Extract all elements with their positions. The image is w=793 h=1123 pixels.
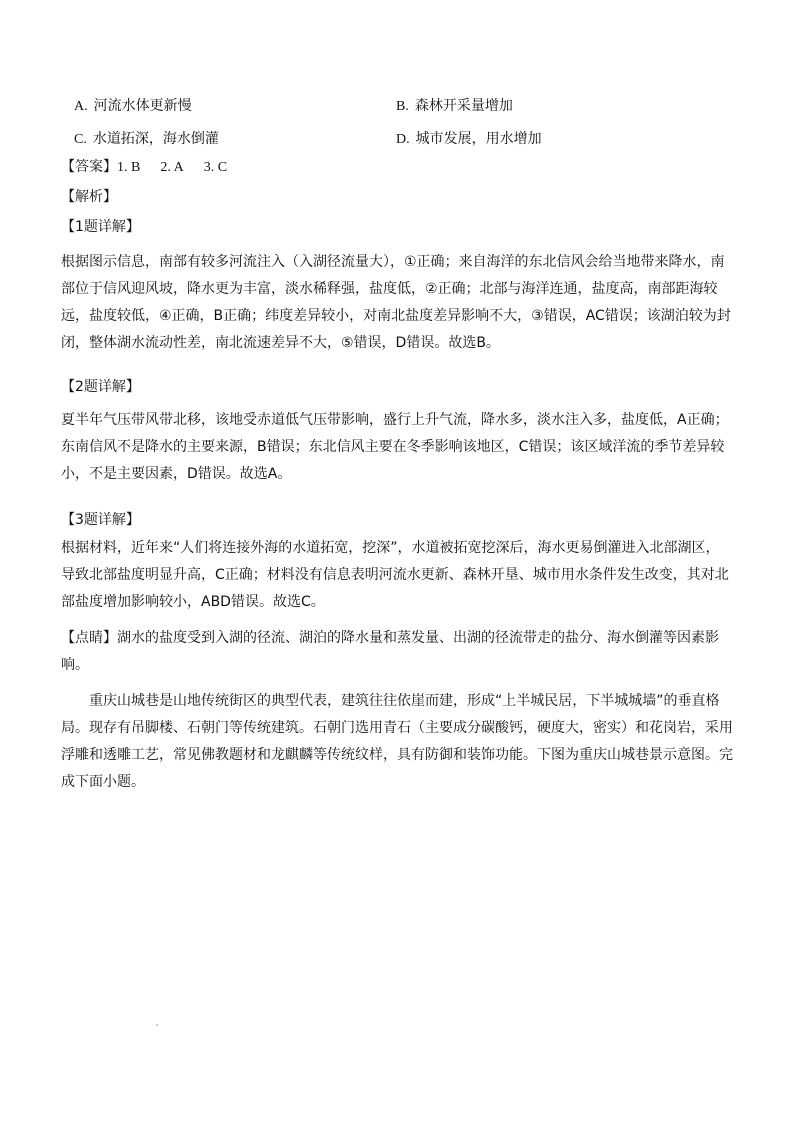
option-d-letter: D. (396, 132, 410, 147)
q1-explanation: 根据图示信息，南部有较多河流注入（入湖径流量大），①正确；来自海洋的东北信风会给当地带来降水，南部位于信风迎风坡，降水更为丰富，淡水稀释强，盐度低，②正确；北部与海洋连通，盐度高，南部距海较远，盐度较低，④正确，B正确；纬度差异较小，对南北盐度差异影响不大，③错误，AC错误；该湖泊较为封闭，整体湖水流动性差，南北流速差异不大，⑤错误，D错误。故选B。 (61, 254, 731, 351)
options-row-1 (74, 94, 734, 127)
option-c (74, 127, 219, 152)
q1-heading (61, 214, 733, 241)
option-c-text: 水道拓深，海水倒灌 (92, 131, 219, 147)
option-b-letter: B. (396, 99, 409, 114)
option-a (74, 94, 192, 119)
answer-line (61, 154, 733, 181)
analysis-heading (61, 184, 733, 211)
q3-explanation: 根据材料，近年来“人们将连接外海的水道拓宽，挖深”，水道被拓宽挖深后，海水更易倒灌进入北部湖区，导致北部盐度明显升高，C正确；材料没有信息表明河流水更新、森林开垦、城市用水条件发生改变，其对北部盐度增加影响较小，ABD错误。故选C。 (61, 540, 729, 610)
point-tag: 【点睛】 (61, 630, 117, 646)
answer-tag: 【答案】 (61, 159, 117, 175)
scan-speck (156, 1024, 158, 1026)
option-b-text: 森林开采量增加 (414, 98, 513, 114)
q1-tag: 【1题详解】 (61, 219, 140, 235)
option-a-letter: A. (74, 99, 88, 114)
q2-explanation: 夏半年气压带风带北移，该地受赤道低气压带影响，盛行上升气流，降水多，淡水注入多，盐度低，A正确；东南信风不是降水的主要来源，B错误；东北信风主要在冬季影响该地区，C错误；该区域洋流的季节差异较小，不是主要因素，D错误。故选A。 (61, 412, 729, 482)
q3-heading (61, 507, 733, 534)
q2-tag: 【2题详解】 (61, 379, 140, 395)
answer-1: 1. B (117, 160, 141, 175)
answer-3: 3. C (203, 160, 228, 175)
point-paragraph (61, 625, 733, 679)
passage-paragraph: 重庆山城巷是山地传统街区的典型代表，建筑往往依崖而建，形成“上半城民居，下半城城墙”的垂直格局。现存有吊脚楼、石朝门等传统建筑。石朝门选用青石（主要成分碳酸钙，硬度大，密实）和花岗岩，采用浮雕和透雕工艺，常见佛教题材和龙麒麟等传统纹样，具有防御和装饰功能。下图为重庆山城巷景示意图。完成下面小题。 (61, 693, 733, 790)
option-d (396, 127, 542, 152)
answer-options (74, 94, 734, 160)
answer-2: 2. A (160, 160, 184, 175)
option-d-text: 城市发展，用水增加 (415, 131, 542, 147)
point-text: 湖水的盐度受到入湖的径流、湖泊的降水量和蒸发量、出湖的径流带走的盐分、海水倒灌等因素影响。 (61, 630, 719, 673)
q3-tag: 【3题详解】 (61, 512, 140, 528)
option-a-text: 河流水体更新慢 (93, 98, 192, 114)
option-c-letter: C. (74, 132, 87, 147)
option-b (396, 94, 513, 119)
analysis-tag: 【解析】 (61, 189, 117, 205)
q2-heading (61, 374, 733, 401)
